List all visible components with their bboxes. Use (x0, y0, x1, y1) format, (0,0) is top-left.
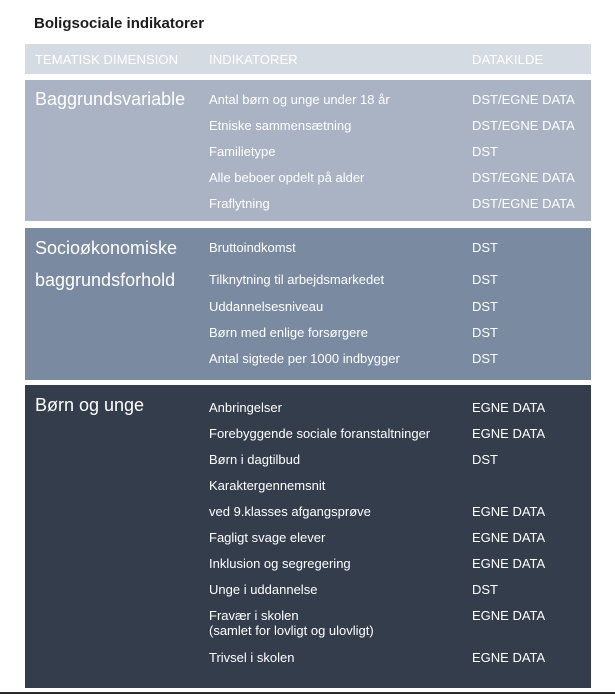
table-row (25, 351, 591, 371)
table-row (25, 170, 591, 190)
source-cell: DST (472, 452, 498, 467)
indicator-cell: Børn med enlige forsørgere (209, 325, 368, 340)
indicator-cell: ved 9.klasses afgangsprøve (209, 504, 371, 519)
indicator-cell: Familietype (209, 144, 276, 159)
table-row (25, 240, 591, 260)
indicator-cell (209, 608, 374, 638)
dimension-label-line: baggrundsforhold (35, 270, 176, 290)
source-cell: EGNE DATA (472, 504, 546, 519)
source-cell: DST (472, 351, 498, 366)
source-cell: EGNE DATA (472, 530, 546, 545)
indicator-cell: Inklusion og segregering (209, 556, 351, 571)
table-row (25, 272, 591, 292)
table-row (25, 608, 591, 642)
section-boern-og-unge (25, 385, 591, 688)
bottom-divider (0, 692, 615, 694)
indicator-cell: Etniske sammensætning (209, 118, 352, 133)
source-cell: DST/EGNE DATA (472, 196, 575, 211)
indicator-cell: Bruttoindkomst (209, 240, 296, 255)
source-cell: EGNE DATA (472, 608, 546, 623)
indicator-cell: Karaktergennemsnit (209, 478, 326, 493)
table-row (25, 478, 591, 498)
table-row (25, 144, 591, 164)
indicator-cell: Antal børn og unge under 18 år (209, 92, 390, 107)
indicator-cell: Antal sigtede per 1000 indbygger (209, 351, 400, 366)
table-row (25, 452, 591, 472)
table-row (25, 325, 591, 345)
source-cell: DST/EGNE DATA (472, 92, 575, 107)
dimension-label-line: Baggrundsvariable (35, 89, 186, 109)
page-title: Boligsociale indikatorer (34, 15, 205, 32)
source-cell: DST/EGNE DATA (472, 170, 575, 185)
table-row (25, 92, 591, 112)
indicator-cell: Forebyggende sociale foranstaltninger (209, 426, 431, 441)
indicator-cell: Børn i dagtilbud (209, 452, 301, 467)
table-header (25, 44, 591, 74)
source-cell: EGNE DATA (472, 400, 546, 415)
column-header-dimension: TEMATISK DIMENSION (35, 52, 179, 67)
source-cell: DST (472, 272, 498, 287)
source-cell: EGNE DATA (472, 650, 546, 665)
section-baggrundsvariable (25, 80, 591, 221)
source-cell: DST (472, 325, 498, 340)
indicator-line: Fravær i skolen (209, 608, 299, 623)
column-header-indicators: INDIKATORER (209, 52, 298, 67)
table-row (25, 650, 591, 670)
table-row (25, 556, 591, 576)
indicator-line: (samlet for lovligt og ulovligt) (209, 623, 374, 638)
source-cell: EGNE DATA (472, 556, 546, 571)
indicator-cell: Alle beboer opdelt på alder (209, 170, 365, 185)
table-row (25, 299, 591, 319)
indicator-cell: Fagligt svage elever (209, 530, 326, 545)
source-cell: DST (472, 144, 498, 159)
table-row (25, 196, 591, 216)
indicator-cell: Anbringelser (209, 400, 282, 415)
table-row (25, 118, 591, 138)
indicator-cell: Tilknytning til arbejdsmarkedet (209, 272, 385, 287)
source-cell: DST/EGNE DATA (472, 118, 575, 133)
dimension-label-line: Socioøkonomiske (35, 238, 178, 258)
table-row (25, 400, 591, 420)
source-cell: DST (472, 299, 498, 314)
indicator-cell: Fraflytning (209, 196, 270, 211)
section-socioeconomic (25, 228, 591, 380)
table-row (25, 426, 591, 446)
column-header-source: DATAKILDE (472, 52, 544, 67)
indicator-cell: Trivsel i skolen (209, 650, 295, 665)
indicator-cell: Uddannelsesniveau (209, 299, 324, 314)
dimension-label-line: Børn og unge (35, 395, 145, 415)
table-row (25, 504, 591, 524)
source-cell: EGNE DATA (472, 426, 546, 441)
source-cell: DST (472, 582, 498, 597)
source-cell: DST (472, 240, 498, 255)
indicator-cell: Unge i uddannelse (209, 582, 318, 597)
table-row (25, 530, 591, 550)
table-row (25, 582, 591, 602)
